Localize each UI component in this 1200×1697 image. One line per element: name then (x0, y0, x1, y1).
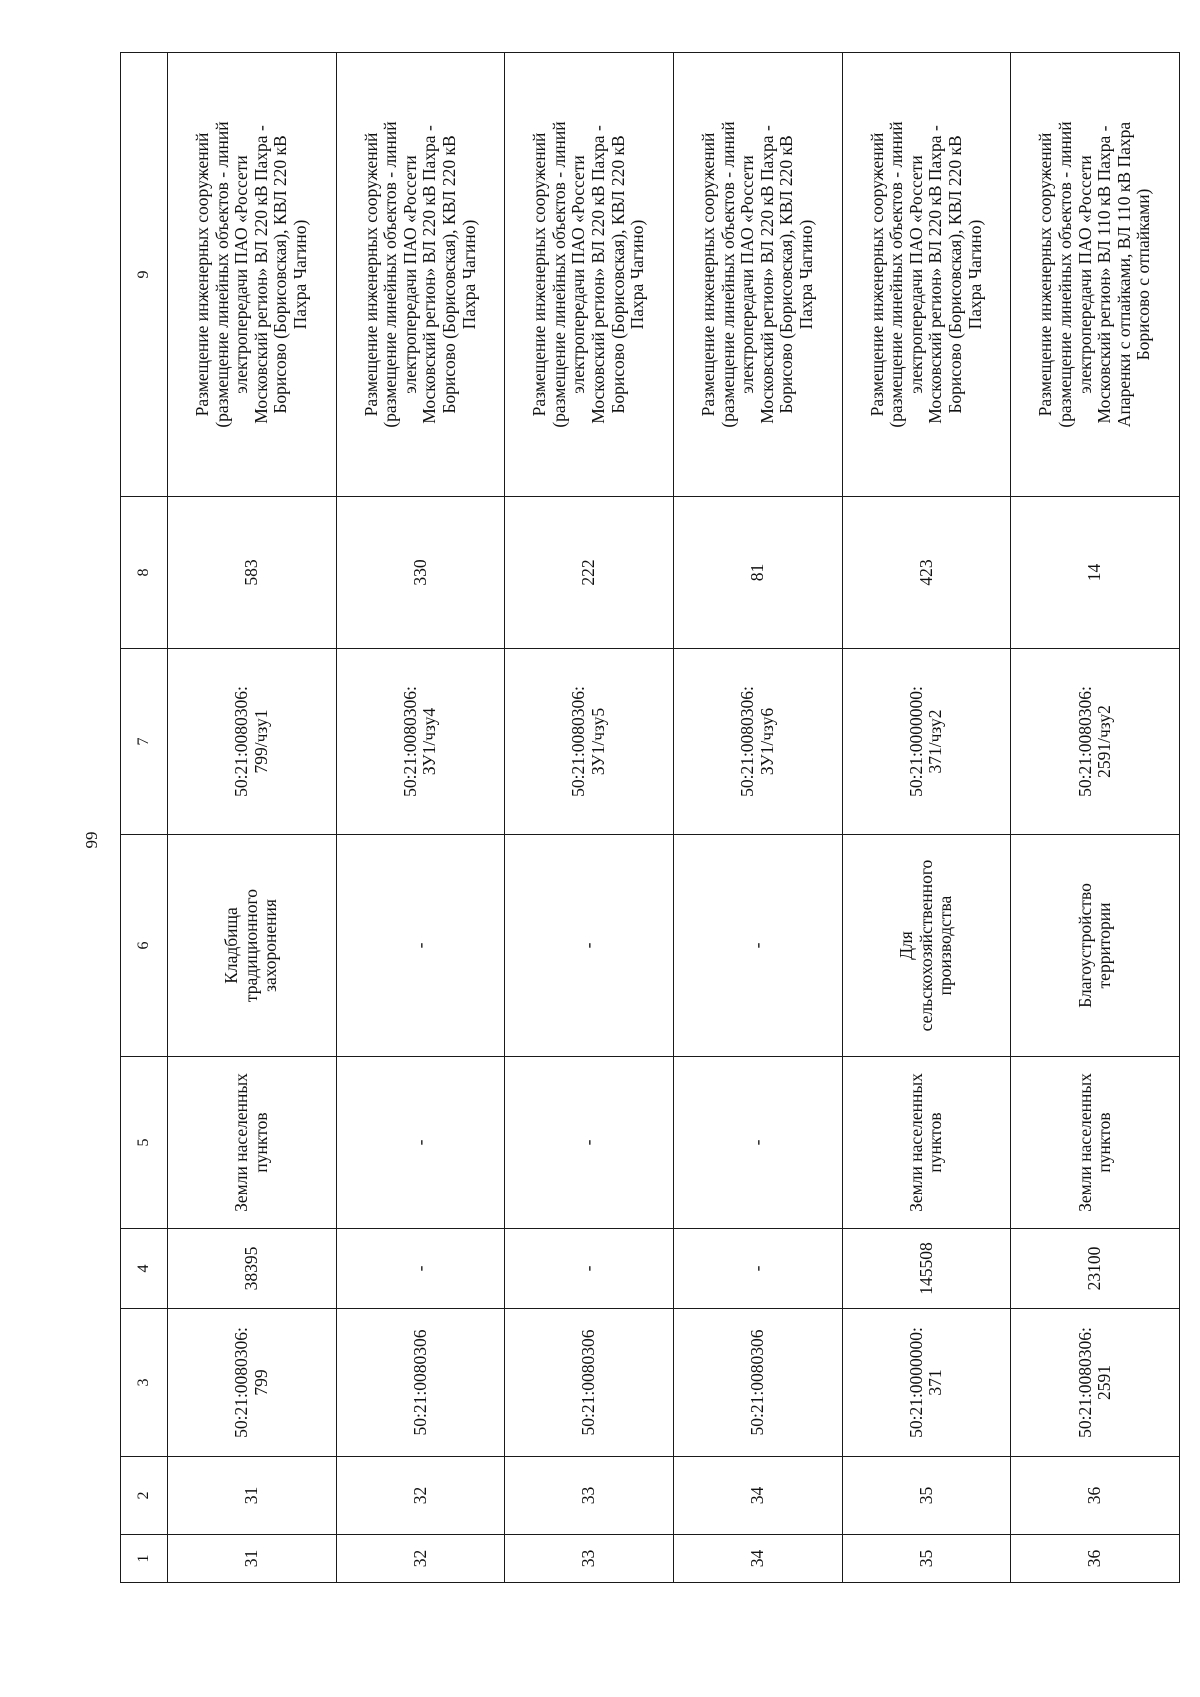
table-row (167, 53, 336, 1583)
part-area-cell: 583 (167, 497, 336, 649)
table-row (505, 53, 674, 1583)
permitted-use-cell: - (505, 835, 674, 1057)
land-category-cell: - (505, 1057, 674, 1229)
purpose-cell: Размещение инженерных сооружений (размещение линейных объектов - линий электропередачи ПАО «Россети Московский регион» ВЛ 220 кВ Пахра - Борисово (Борисовская), КВЛ 220 кВ Пахра Чагино) (336, 53, 505, 497)
part-number-cell: 50:21:0080306: 799/чзу1 (167, 649, 336, 835)
cadastral-number-cell: 50:21:0080306 (673, 1309, 842, 1457)
plot-number-cell: 33 (505, 1457, 674, 1535)
part-area-cell: 222 (505, 497, 674, 649)
column-number: 5 (121, 1057, 168, 1229)
row-number-cell: 33 (505, 1535, 674, 1583)
permitted-use-cell: Для сельскохозяйственного производства (842, 835, 1011, 1057)
land-category-cell: Земли населенных пунктов (842, 1057, 1011, 1229)
purpose-cell: Размещение инженерных сооружений (размещение линейных объектов - линий электропередачи ПАО «Россети Московский регион» ВЛ 220 кВ Пахра - Борисово (Борисовская), КВЛ 220 кВ Пахра Чагино) (167, 53, 336, 497)
column-number: 9 (121, 53, 168, 497)
part-area-cell: 14 (1011, 497, 1180, 649)
purpose-cell: Размещение инженерных сооружений (размещение линейных объектов - линий электропередачи ПАО «Россети Московский регион» ВЛ 220 кВ Пахра - Борисово (Борисовская), КВЛ 220 кВ Пахра Чагино) (505, 53, 674, 497)
cadastral-number-cell: 50:21:0080306: 2591 (1011, 1309, 1180, 1457)
cadastral-number-cell: 50:21:0000000: 371 (842, 1309, 1011, 1457)
plot-number-cell: 31 (167, 1457, 336, 1535)
purpose-cell: Размещение инженерных сооружений (размещение линейных объектов - линий электропередачи ПАО «Россети Московский регион» ВЛ 220 кВ Пахра - Борисово (Борисовская), КВЛ 220 кВ Пахра Чагино) (842, 53, 1011, 497)
purpose-cell: Размещение инженерных сооружений (размещение линейных объектов - линий электропередачи ПАО «Россети Московский регион» ВЛ 110 кВ Пахра - Апаренки с отпайками, ВЛ 110 кВ Пахра Борисово с отпайками) (1011, 53, 1180, 497)
cadastral-number-cell: 50:21:0080306 (505, 1309, 674, 1457)
row-number-cell: 34 (673, 1535, 842, 1583)
area-cell: 23100 (1011, 1229, 1180, 1309)
land-category-cell: Земли населенных пунктов (1011, 1057, 1180, 1229)
column-number: 4 (121, 1229, 168, 1309)
plot-number-cell: 32 (336, 1457, 505, 1535)
table-row (1011, 53, 1180, 1583)
permitted-use-cell: - (336, 835, 505, 1057)
permitted-use-cell: - (673, 835, 842, 1057)
land-category-cell: - (673, 1057, 842, 1229)
cadastral-number-cell: 50:21:0080306: 799 (167, 1309, 336, 1457)
area-cell: 145508 (842, 1229, 1011, 1309)
land-category-cell: Земли населенных пунктов (167, 1057, 336, 1229)
area-cell: - (336, 1229, 505, 1309)
table-row (336, 53, 505, 1583)
column-number: 2 (121, 1457, 168, 1535)
part-area-cell: 330 (336, 497, 505, 649)
area-cell: - (505, 1229, 674, 1309)
rotated-table-container (120, 53, 1180, 1583)
part-number-cell: 50:21:0080306: ЗУ1/чзу5 (505, 649, 674, 835)
table-row (842, 53, 1011, 1583)
plot-number-cell: 36 (1011, 1457, 1180, 1535)
column-number: 1 (121, 1535, 168, 1583)
column-number: 8 (121, 497, 168, 649)
column-number: 3 (121, 1309, 168, 1457)
purpose-cell: Размещение инженерных сооружений (размещение линейных объектов - линий электропередачи ПАО «Россети Московский регион» ВЛ 220 кВ Пахра - Борисово (Борисовская), КВЛ 220 кВ Пахра Чагино) (673, 53, 842, 497)
part-number-cell: 50:21:0080306: 2591/чзу2 (1011, 649, 1180, 835)
area-cell: - (673, 1229, 842, 1309)
part-number-cell: 50:21:0080306: ЗУ1/чзу4 (336, 649, 505, 835)
row-number-cell: 31 (167, 1535, 336, 1583)
row-number-cell: 32 (336, 1535, 505, 1583)
part-number-cell: 50:21:0080306: ЗУ1/чзу6 (673, 649, 842, 835)
page-number: 99 (82, 831, 101, 849)
row-number-cell: 35 (842, 1535, 1011, 1583)
table-row (673, 53, 842, 1583)
land-category-cell: - (336, 1057, 505, 1229)
column-numbers-row (121, 53, 168, 1583)
area-cell: 38395 (167, 1229, 336, 1309)
table-body (121, 53, 1180, 1583)
part-area-cell: 81 (673, 497, 842, 649)
part-area-cell: 423 (842, 497, 1011, 649)
permitted-use-cell: Благоустройство территории (1011, 835, 1180, 1057)
part-number-cell: 50:21:0000000: 371/чзу2 (842, 649, 1011, 835)
land-plots-table (120, 52, 1180, 1583)
permitted-use-cell: Кладбища традиционного захоронения (167, 835, 336, 1057)
column-number: 6 (121, 835, 168, 1057)
cadastral-number-cell: 50:21:0080306 (336, 1309, 505, 1457)
row-number-cell: 36 (1011, 1535, 1180, 1583)
plot-number-cell: 34 (673, 1457, 842, 1535)
column-number: 7 (121, 649, 168, 835)
plot-number-cell: 35 (842, 1457, 1011, 1535)
